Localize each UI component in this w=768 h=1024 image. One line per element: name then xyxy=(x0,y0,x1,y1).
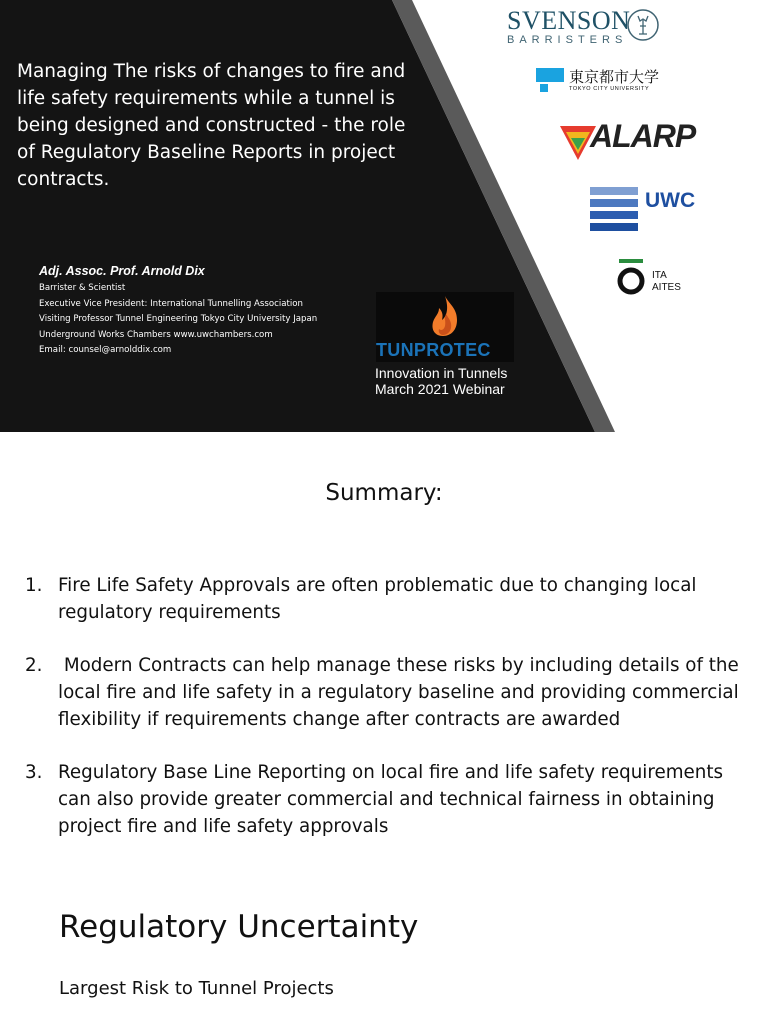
list-text: Regulatory Base Line Reporting on local fire and life safety requirements can also provide greater commercial and technical fairness in obtaining project fire and life safety approvals xyxy=(58,762,724,837)
list-text: Modern Contracts can help manage these risks by including details of the local fire and life safety in a regulatory baseline and providing commercial flexibility if requirements change after contracts are awarded xyxy=(58,655,745,730)
tcu-english-name: TOKYO CITY UNIVERSITY xyxy=(569,86,650,92)
ita-aites-logo xyxy=(652,270,681,294)
tcu-logo xyxy=(569,68,659,92)
list-number: 3. xyxy=(25,762,43,783)
event-line-1: Innovation in Tunnels xyxy=(375,365,508,381)
author-email: Email: counsel@arnolddix.com xyxy=(39,345,172,355)
list-number: 2. xyxy=(25,655,43,676)
summary-heading: Summary: xyxy=(325,480,443,506)
list-item xyxy=(25,759,745,840)
svenson-subtitle: BARRISTERS xyxy=(507,34,628,46)
list-item xyxy=(25,652,745,733)
alarp-logo xyxy=(590,118,695,155)
aites-label: AITES xyxy=(652,282,681,293)
uwc-stripes-icon xyxy=(590,187,638,233)
tcu-mark-icon xyxy=(536,68,564,96)
tcu-japanese-name: 東京都市大学 xyxy=(569,68,660,86)
svenson-logo xyxy=(507,8,630,46)
alarp-wordmark: ALARP xyxy=(590,118,696,154)
slide-title: Managing The risks of changes to fire and life safety requirements while a tunnel is being designed and constructed - the role of Regulatory Baseline Reports in project contracts. xyxy=(17,61,406,190)
author-chambers: Underground Works Chambers www.uwchambers.com xyxy=(39,329,273,340)
section-subheading: Largest Risk to Tunnel Projects xyxy=(59,978,334,999)
stag-seal-icon xyxy=(626,8,660,42)
uwc-wordmark: UWC xyxy=(645,189,696,212)
event-line-2: March 2021 Webinar xyxy=(375,381,505,397)
author-role: Barrister & Scientist xyxy=(39,283,126,293)
author-name: Adj. Assoc. Prof. Arnold Dix xyxy=(39,264,205,278)
author-professorship: Visiting Professor Tunnel Engineering Tokyo City University Japan xyxy=(39,314,318,324)
svenson-wordmark: SVENSON xyxy=(507,6,631,35)
list-item xyxy=(25,572,745,626)
event-caption xyxy=(375,365,507,397)
ita-ring-icon xyxy=(616,259,648,297)
ita-label: ITA xyxy=(652,270,667,281)
list-text: Fire Life Safety Approvals are often problematic due to changing local regulatory requirements xyxy=(58,575,697,623)
author-position: Executive Vice President: International Tunnelling Association xyxy=(39,298,303,309)
uwc-logo xyxy=(645,189,695,213)
author-block xyxy=(39,264,339,362)
flame-icon xyxy=(427,294,463,338)
tunprotec-wordmark: TUNPROTEC xyxy=(376,340,491,360)
section-heading: Regulatory Uncertainty xyxy=(59,909,419,945)
title-slide xyxy=(0,0,768,432)
summary-list xyxy=(25,572,745,866)
tunprotec-logo xyxy=(376,292,514,362)
list-number: 1. xyxy=(25,575,43,596)
